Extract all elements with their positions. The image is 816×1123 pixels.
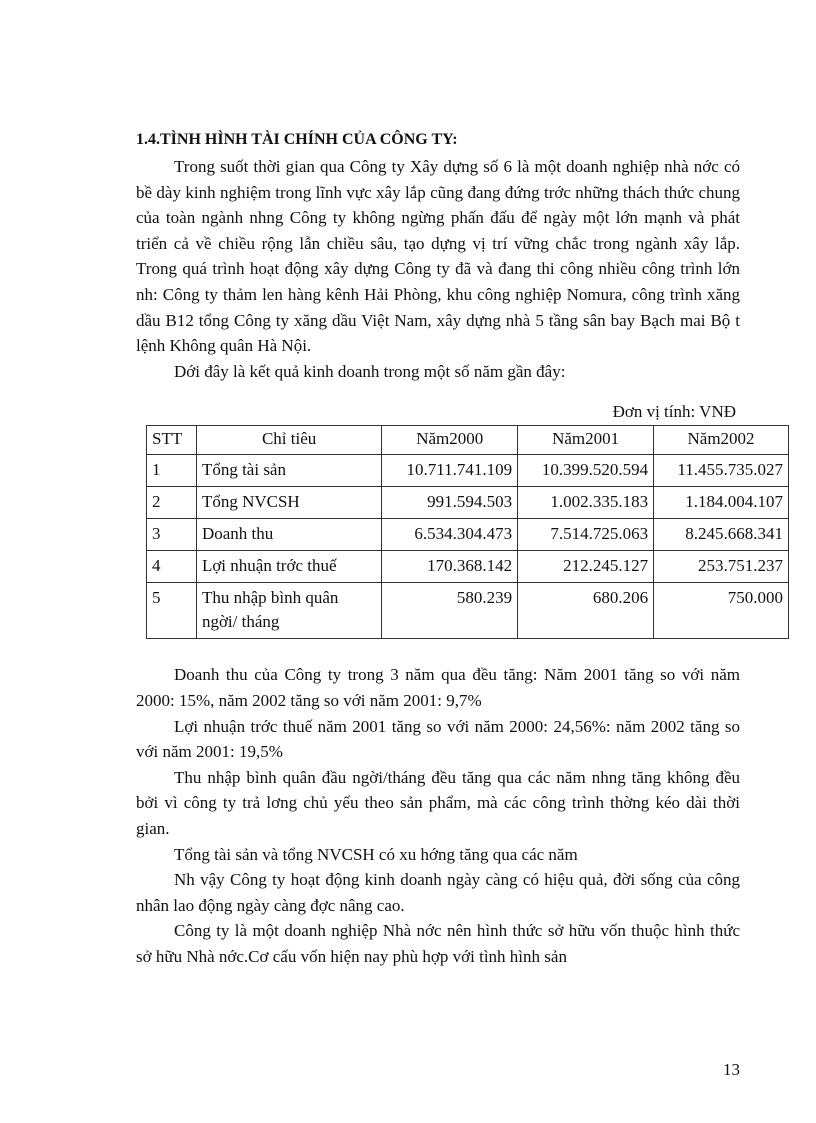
- analysis-section: [136, 662, 740, 969]
- column-header-stt: STT: [147, 426, 197, 455]
- page-number: 13: [723, 1060, 740, 1079]
- row-indicator: Thu nhập bình quân ngời/ tháng: [196, 583, 381, 639]
- table-row: [147, 487, 789, 519]
- value-2000: 6.534.304.473: [382, 519, 518, 551]
- assets-paragraph: Tổng tài sản và tổng NVCSH có xu hớng tăng qua các năm: [174, 844, 578, 864]
- value-2002: 8.245.668.341: [654, 519, 789, 551]
- row-number: 4: [147, 551, 197, 583]
- row-number: 1: [147, 455, 197, 487]
- intro-paragraph: Trong suốt thời gian qua Công ty Xây dựng số 6 là một doanh nghiệp nhà nớc có bề dày kinh nghiệm trong lĩnh vực xây lắp cũng đang đứng trớc những thách thức chung của toàn ngành nhng Công ty không ngừng phấn đấu để ngày một lớn mạnh và phát triển cả về chiều rộng lẫn chiều sâu, tạo dựng vị trí vững chắc trong ngành xây lắp. Trong quá trình hoạt động xây dựng Công ty đã và đang thi công nhiều công trình lớn nh: Công ty thảm len hàng kênh Hải Phòng, khu công nghiệp Nomura, công trình xăng dầu B12 tổng Công ty xăng dầu Việt Nam, xây dựng nhà 5 tầng sân bay Bạch mai Bộ t lệnh Không quân Hà Nội.: [136, 157, 740, 356]
- value-2002: 253.751.237: [654, 551, 789, 583]
- ownership-paragraph: Công ty là một doanh nghiệp Nhà nớc nên hình thức sở hữu vốn thuộc hình thức sở hữu Nhà nớc.Cơ cấu vốn hiện nay phù hợp với tình hình sản: [136, 921, 740, 966]
- currency-unit-note: Đơn vị tính: VNĐ: [612, 402, 736, 422]
- page-content: [136, 128, 783, 969]
- table-header-row: [147, 426, 789, 455]
- value-2000: 170.368.142: [382, 551, 518, 583]
- row-number: 2: [147, 487, 197, 519]
- table-row: [147, 551, 789, 583]
- table-row: [147, 455, 789, 487]
- income-paragraph: Thu nhập bình quân đầu ngời/tháng đều tăng qua các năm nhng tăng không đều bởi vì công ty trả lơng chủ yếu theo sản phẩm, mà các công trình thờng kéo dài thời gian.: [136, 767, 740, 838]
- table-row: [147, 583, 789, 639]
- efficiency-paragraph: Nh vậy Công ty hoạt động kinh doanh ngày càng có hiệu quả, đời sống của công nhân lao động ngày càng đợc nâng cao.: [136, 870, 740, 915]
- value-2001: 10.399.520.594: [518, 455, 654, 487]
- column-header-year-2002: Năm2002: [654, 426, 789, 455]
- intro-lead-paragraph: Dới đây là kết quả kinh doanh trong một số năm gần đây:: [174, 361, 566, 381]
- row-indicator: Tổng NVCSH: [196, 487, 381, 519]
- value-2001: 7.514.725.063: [518, 519, 654, 551]
- row-indicator: Tổng tài sản: [196, 455, 381, 487]
- row-number: 5: [147, 583, 197, 639]
- row-indicator: Lợi nhuận trớc thuế: [196, 551, 381, 583]
- column-header-indicator: Chỉ tiêu: [196, 426, 381, 455]
- value-2002: 11.455.735.027: [654, 455, 789, 487]
- row-number: 3: [147, 519, 197, 551]
- value-2001: 212.245.127: [518, 551, 654, 583]
- value-2000: 580.239: [382, 583, 518, 639]
- value-2001: 680.206: [518, 583, 654, 639]
- revenue-paragraph: Doanh thu của Công ty trong 3 năm qua đều tăng: Năm 2001 tăng so với năm 2000: 15%, năm 2002 tăng so với năm 2001: 9,7%: [136, 665, 740, 710]
- value-2000: 10.711.741.109: [382, 455, 518, 487]
- column-header-year-2001: Năm2001: [518, 426, 654, 455]
- row-indicator: Doanh thu: [196, 519, 381, 551]
- table-row: [147, 519, 789, 551]
- column-header-year-2000: Năm2000: [382, 426, 518, 455]
- value-2002: 750.000: [654, 583, 789, 639]
- financial-results-table: [146, 425, 789, 639]
- value-2002: 1.184.004.107: [654, 487, 789, 519]
- value-2000: 991.594.503: [382, 487, 518, 519]
- profit-paragraph: Lợi nhuận trớc thuế năm 2001 tăng so với năm 2000: 24,56%: năm 2002 tăng so với năm 2001: 19,5%: [136, 716, 740, 762]
- value-2001: 1.002.335.183: [518, 487, 654, 519]
- section-heading: 1.4.TÌNH HÌNH TÀI CHÍNH CỦA CÔNG TY:: [136, 131, 458, 148]
